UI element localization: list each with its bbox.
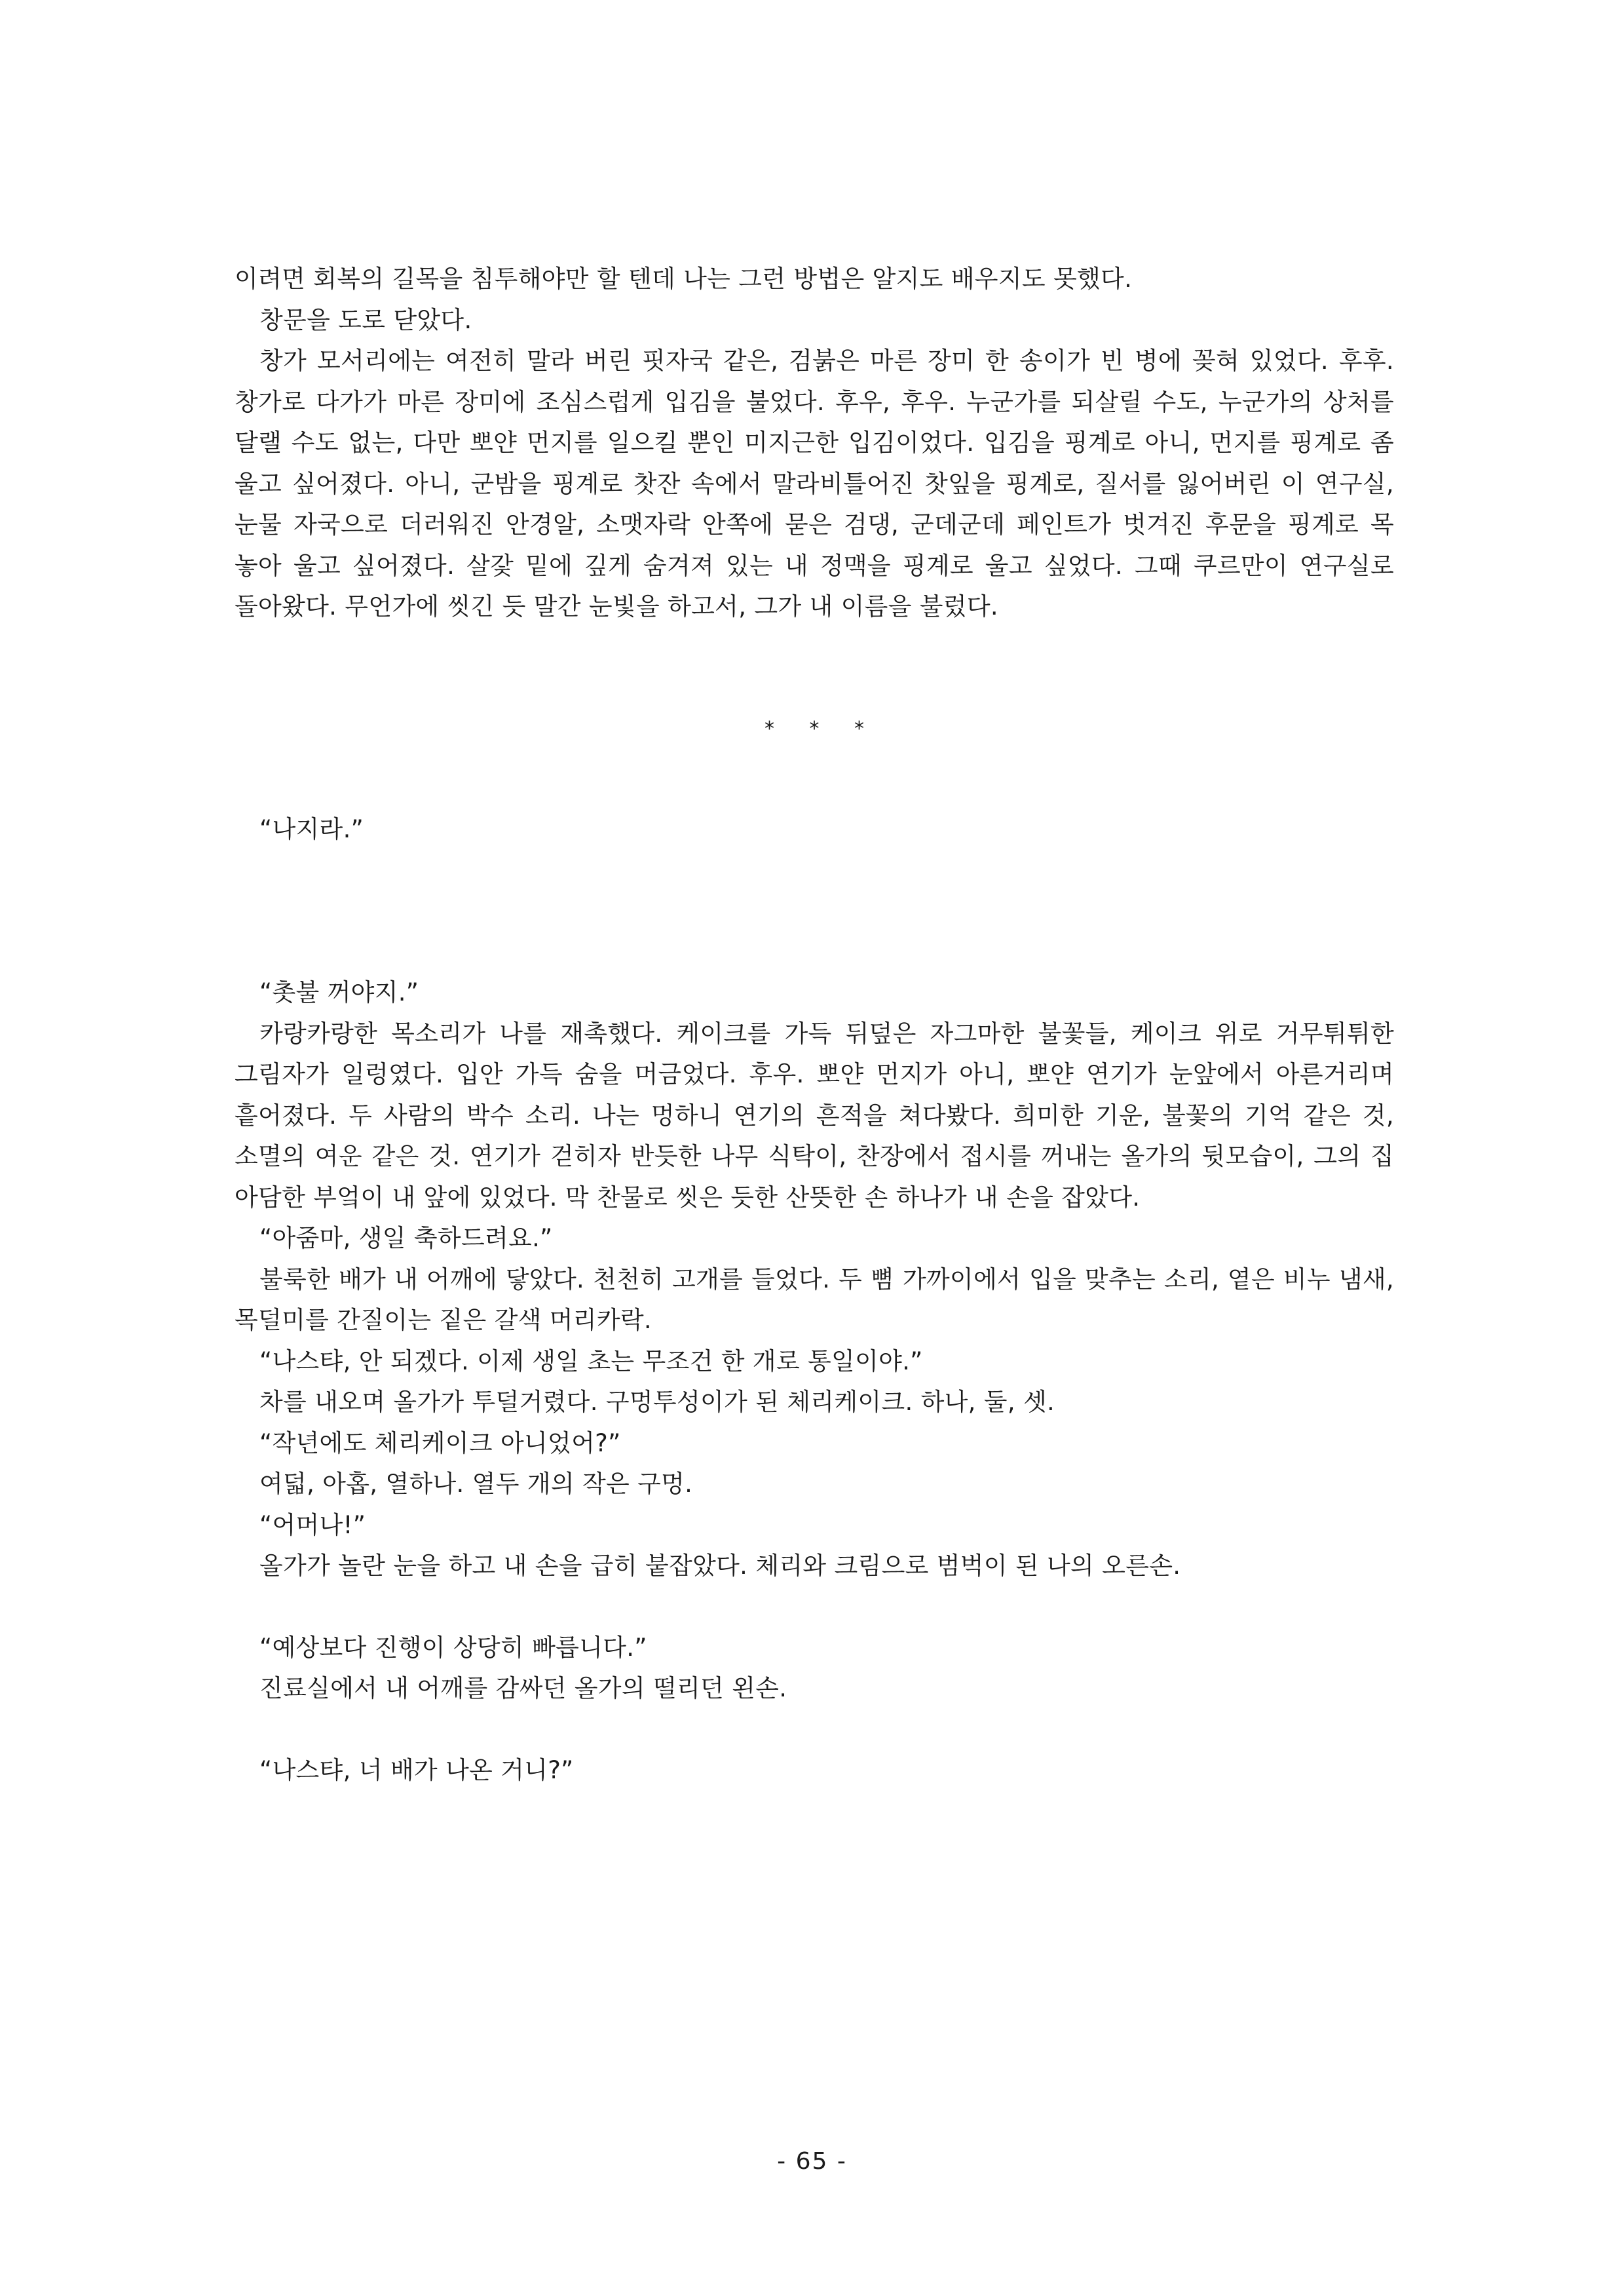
spacer bbox=[235, 1710, 1394, 1750]
paragraph: 카랑카랑한 목소리가 나를 재촉했다. 케이크를 가득 뒤덮은 자그마한 불꽃들, 케이크 위로 거무튀튀한 그림자가 일렁였다. 입안 가득 숨을 머금었다. 후우. 뽀얀 먼지가 아니, 뽀얀 연기가 눈앞에서 아른거리며 흩어졌다. 두 사람의 박수 소리. 나는 멍하니 연기의 흔적을 쳐다봤다. 희미한 기운, 불꽃의 기억 같은 것, 소멸의 여운 같은 것. 연기가 걷히자 반듯한 나무 식탁이, 찬장에서 접시를 꺼내는 올가의 뒷모습이, 그의 집 아담한 부엌이 내 앞에 있었다. 막 찬물로 씻은 듯한 산뜻한 손 하나가 내 손을 잡았다. bbox=[235, 1019, 1394, 1212]
paragraph: 창문을 도로 닫았다. bbox=[259, 305, 472, 334]
dialogue-line: “촛불 꺼야지.” bbox=[259, 978, 419, 1006]
dialogue-line: “작년에도 체리케이크 아니었어?” bbox=[259, 1428, 621, 1457]
paragraph: 불룩한 배가 내 어깨에 닿았다. 천천히 고개를 들었다. 두 뼘 가까이에서 입을 맞추는 소리, 옅은 비누 냄새, 목덜미를 간질이는 짙은 갈색 머리카락. bbox=[235, 1265, 1394, 1334]
paragraph: 올가가 놀란 눈을 하고 내 손을 급히 붙잡았다. 체리와 크림으로 범벅이 된 나의 오른손. bbox=[259, 1552, 1181, 1580]
dialogue-line: “아줌마, 생일 축하드려요.” bbox=[259, 1224, 553, 1252]
dialogue-line: “나스탸, 안 되겠다. 이제 생일 초는 무조건 한 개로 통일이야.” bbox=[259, 1347, 923, 1375]
paragraph: 이려면 회복의 길목을 침투해야만 할 텐데 나는 그런 방법은 알지도 배우지도 못했다. bbox=[235, 265, 1133, 293]
page-body bbox=[235, 259, 1394, 1791]
paragraph: 차를 내오며 올가가 투덜거렸다. 구멍투성이가 된 체리케이크. 하나, 둘, 셋. bbox=[259, 1388, 1055, 1416]
dialogue-line: “나지라.” bbox=[259, 814, 364, 843]
paragraph: 창가 모서리에는 여전히 말라 버린 핏자국 같은, 검붉은 마른 장미 한 송이가 빈 병에 꽂혀 있었다. 후후. 창가로 다가가 마른 장미에 조심스럽게 입김을 불었다. 후우, 후우. 누군가를 되살릴 수도, 누군가의 상처를 달랠 수도 없는, 다만 뽀얀 먼지를 일으킬 뿐인 미지근한 입김이었다. 입김을 핑계로 아니, 먼지를 핑계로 좀 울고 싶어졌다. 아니, 군밤을 핑계로 찻잔 속에서 말라비틀어진 찻잎을 핑계로, 질서를 잃어버린 이 연구실, 눈물 자국으로 더러워진 안경알, 소맷자락 안쪽에 묻은 검댕, 군데군데 페인트가 벗겨진 후문을 핑계로 목 놓아 울고 싶어졌다. 살갗 밑에 깊게 숨겨져 있는 내 정맥을 핑계로 울고 싶었다. 그때 쿠르만이 연구실로 돌아왔다. 무언가에 씻긴 듯 말간 눈빛을 하고서, 그가 내 이름을 불렀다. bbox=[235, 347, 1394, 621]
dialogue-line: “예상보다 진행이 상당히 빠릅니다.” bbox=[259, 1633, 647, 1662]
paragraph: 여덟, 아홉, 열하나. 열두 개의 작은 구멍. bbox=[259, 1470, 693, 1498]
dialogue-line: “나스탸, 너 배가 나온 거니?” bbox=[259, 1755, 574, 1784]
page-number: - 65 - bbox=[777, 2148, 847, 2175]
paragraph: 진료실에서 내 어깨를 감싸던 올가의 떨리던 왼손. bbox=[259, 1674, 787, 1702]
spacer bbox=[235, 850, 1394, 972]
dialogue-line: “어머나!” bbox=[259, 1510, 366, 1539]
spacer bbox=[235, 1587, 1394, 1628]
section-break: * * * bbox=[764, 717, 879, 740]
